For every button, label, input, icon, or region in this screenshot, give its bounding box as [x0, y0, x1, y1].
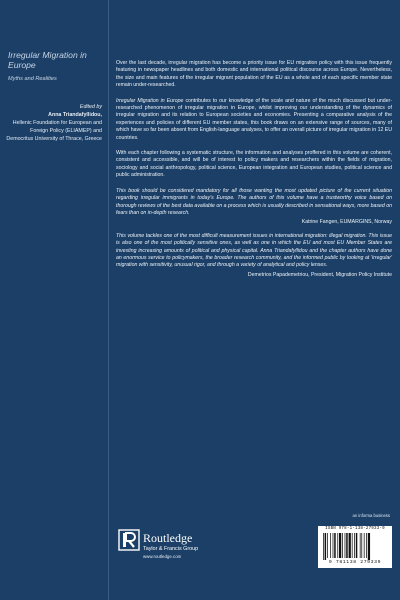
editor-affiliation: Hellenic Foundation for European and Foreign Policy (ELIAMEP) and Democritus University of Thrace, Greece [6, 120, 102, 142]
review-attribution-1: Katrine Fangen, EUMARGINS, Norway [301, 219, 392, 226]
editor-name: Anna Triandafyllidou, [48, 112, 102, 118]
routledge-logo-icon [118, 529, 140, 551]
back-cover-text [116, 60, 392, 285]
editor-block [6, 103, 102, 143]
blurb-paragraph-2-text: contributes to our knowledge of the scale and nature of the much discussed but under-researched phenomenon of irregular migration in Europe, whilst improving our understanding of the dynamics of irregular migration and its relation to European societies and economies. Presenting a comparative analysis of the experiences and policies of different EU member states, this book draws on an extensive range of sources, many of which have so far been absent from English-language analyses, to offer an overall picture of irregular migration in 12 EU countries. [116, 97, 392, 141]
review-quote-2: This volume tackles one of the most difficult measurement issues in international migration: illegal migration. This issue is also one of the most politically sensitive ones, as well as one in which the EU and most EU Member States are investing increasing amounts of political and physical capital. Anna Triandafyllidou and the chapter authors have done an enormous service to policymakers, the broader research community, and the informed public by looking at 'irregular' migration with sensitivity, unusual rigor, and through a variety of analytical and policy lenses. [116, 232, 392, 269]
blurb-paragraph-1: Over the last decade, irregular migration has become a priority issue for EU migration policy with this issue frequently featuring in newspaper headlines and both domestic and international political discourse across Europe. Nevertheless, the size and main features of the irregular migrant population of the EU as a whole and of each specific member state remain under-researched. [116, 60, 392, 89]
blurb-paragraph-2 [116, 98, 392, 142]
review-attribution-2: Demetrios Papademetriou, President, Migration Policy Institute [247, 271, 392, 278]
barcode [318, 526, 392, 568]
barcode-bars [323, 533, 387, 560]
isbn-label: ISBN 978-1-138-27933-9 [325, 527, 385, 531]
publisher-group: Taylor & Francis Group [143, 546, 199, 552]
publisher-name: Routledge [143, 531, 193, 545]
sidebar-panel [0, 0, 109, 600]
blurb-paragraph-3: With each chapter following a systematic structure, the information and analyses proffered in this volume are coherent, consistent and accessible, and will be of interest to policy makers and researchers within the fields of migration, sociology and social anthropology, political science, European integration and European studies, political science and public administration. [116, 150, 392, 179]
book-title-inline: Irregular Migration in Europe [116, 97, 184, 104]
informa-tagline: an informa business [352, 513, 390, 518]
editor-label: Edited by [79, 104, 102, 110]
series-subtitle: Myths and Realities [8, 76, 57, 82]
series-title: Irregular Migration in Europe [8, 50, 87, 70]
publisher-logo [118, 528, 218, 568]
review-quote-1: This book should be considered mandatory for all those wanting the most updated picture of the current situation regarding irregular immigrants in today's Europe. The authors of this volume have a trustworthy voice based on thorough reviews of the best data available on a process which is usually described in sensational ways, more based on fears than on in-depth research. [116, 187, 392, 216]
barcode-number: 9 781138 279339 [328, 560, 382, 565]
publisher-url: www.routledge.com [143, 554, 182, 559]
